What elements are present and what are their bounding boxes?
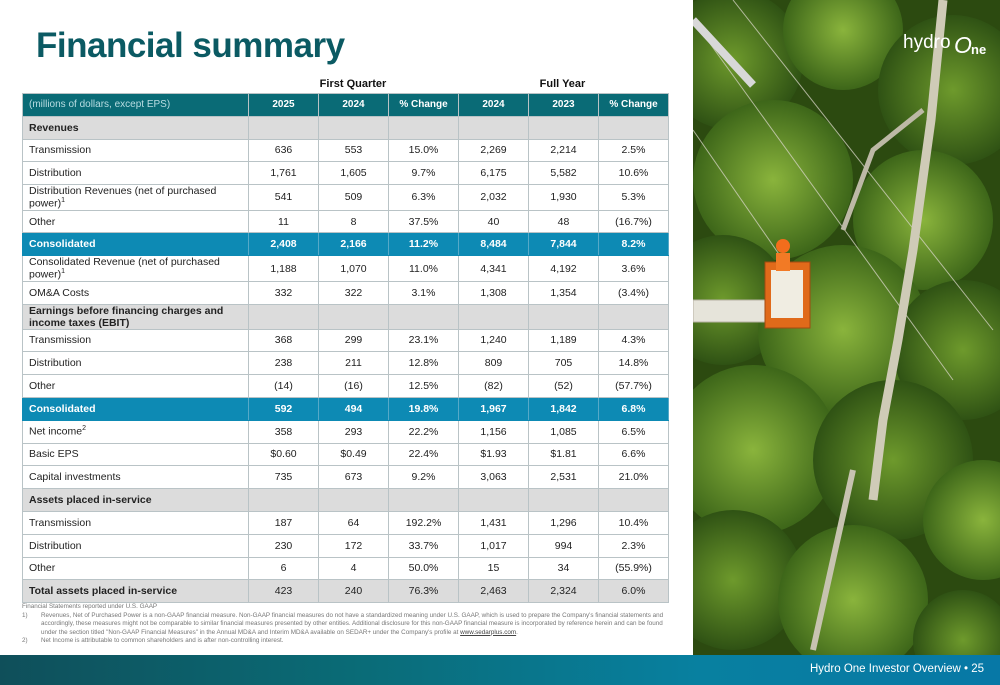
table-cell: [249, 304, 319, 329]
table-cell: 2,324: [529, 580, 599, 603]
row-label: Revenues: [23, 116, 249, 139]
table-cell: [529, 116, 599, 139]
table-cell: 6: [249, 557, 319, 580]
table-cell: 1,431: [459, 511, 529, 534]
table-cell: 48: [529, 210, 599, 233]
table-cell: 15.0%: [389, 139, 459, 162]
table-cell: 23.1%: [389, 329, 459, 352]
row-label: Consolidated Revenue (net of purchased power)$^1$: [23, 256, 249, 282]
table-cell: (16.7%): [599, 210, 669, 233]
table-cell: 735: [249, 466, 319, 489]
footnote-1: [22, 612, 667, 638]
table-cell: 8.2%: [599, 233, 669, 256]
table-cell: 6.5%: [599, 420, 669, 443]
table-cell: 332: [249, 281, 319, 304]
bucket-truck-boom: [693, 300, 773, 322]
table-cell: (14): [249, 375, 319, 398]
table-cell: [389, 304, 459, 329]
footnote-heading: Financial Statements reported under U.S. GAAP: [22, 603, 158, 610]
table-section-row: [23, 116, 669, 139]
table-cell: 2,463: [459, 580, 529, 603]
table-cell: 541: [249, 185, 319, 211]
table-consolidated-row: [23, 397, 669, 420]
table-cell: 358: [249, 420, 319, 443]
table-cell: 2,032: [459, 185, 529, 211]
table-cell: 11.0%: [389, 256, 459, 282]
table-cell: 40: [459, 210, 529, 233]
table-cell: (55.9%): [599, 557, 669, 580]
table-cell: 423: [249, 580, 319, 603]
table-cell: 2.3%: [599, 534, 669, 557]
table-section-row: [23, 304, 669, 329]
table-cell: $1.93: [459, 443, 529, 466]
table-cell: [459, 489, 529, 512]
footnote-number: 2): [22, 637, 28, 644]
table-cell: 6.3%: [389, 185, 459, 211]
row-label: Consolidated: [23, 397, 249, 420]
row-label: Distribution: [23, 162, 249, 185]
table-cell: 6,175: [459, 162, 529, 185]
table-cell: 230: [249, 534, 319, 557]
table-cell: [599, 304, 669, 329]
footnote-text: Net Income is attributable to common shareholders and is after non-controlling interest.: [41, 637, 284, 644]
table-cell: (57.7%): [599, 375, 669, 398]
table-row: [23, 466, 669, 489]
table-cell: 187: [249, 511, 319, 534]
row-label: Other: [23, 210, 249, 233]
financial-summary-table: [22, 93, 669, 603]
table-cell: 1,308: [459, 281, 529, 304]
table-cell: 15: [459, 557, 529, 580]
table-cell: 1,296: [529, 511, 599, 534]
table-cell: 192.2%: [389, 511, 459, 534]
table-cell: 6.6%: [599, 443, 669, 466]
table-cell: 299: [319, 329, 389, 352]
table-cell: [249, 489, 319, 512]
table-cell: 4.3%: [599, 329, 669, 352]
svg-text:ne: ne: [971, 42, 987, 57]
table-cell: 509: [319, 185, 389, 211]
table-cell: 1,930: [529, 185, 599, 211]
table-row: [23, 534, 669, 557]
table-cell: 293: [319, 420, 389, 443]
footnote-marker: 1: [61, 197, 66, 205]
table-cell: 4,192: [529, 256, 599, 282]
table-cell: [599, 116, 669, 139]
table-cell: [319, 116, 389, 139]
table-cell: 4: [319, 557, 389, 580]
table-row: [23, 557, 669, 580]
table-row: [23, 443, 669, 466]
footnote-marker: 2: [82, 425, 87, 433]
group-header-full-year: Full Year: [539, 78, 586, 90]
table-cell: 9.2%: [389, 466, 459, 489]
table-cell: [459, 304, 529, 329]
column-header: % Change: [599, 94, 669, 117]
table-cell: 673: [319, 466, 389, 489]
table-cell: 5.3%: [599, 185, 669, 211]
row-label: Net income$^2$: [23, 420, 249, 443]
table-cell: [529, 304, 599, 329]
table-cell: $0.49: [319, 443, 389, 466]
row-label: OM&A Costs: [23, 281, 249, 304]
table-row: [23, 162, 669, 185]
table-row: [23, 420, 669, 443]
table-cell: 4,341: [459, 256, 529, 282]
table-row: [23, 210, 669, 233]
table-cell: (16): [319, 375, 389, 398]
table-cell: 2,531: [529, 466, 599, 489]
table-cell: 2,269: [459, 139, 529, 162]
row-label: Other: [23, 557, 249, 580]
row-label: Distribution: [23, 352, 249, 375]
table-cell: 705: [529, 352, 599, 375]
table-cell: 1,605: [319, 162, 389, 185]
table-cell: 8: [319, 210, 389, 233]
table-cell: 10.6%: [599, 162, 669, 185]
table-cell: 3,063: [459, 466, 529, 489]
table-cell: 368: [249, 329, 319, 352]
table-cell: 21.0%: [599, 466, 669, 489]
row-label: Consolidated: [23, 233, 249, 256]
table-cell: 2.5%: [599, 139, 669, 162]
table-total-row: [23, 580, 669, 603]
row-label: Assets placed in-service: [23, 489, 249, 512]
table-cell: (82): [459, 375, 529, 398]
table-cell: 3.6%: [599, 256, 669, 282]
table-cell: 12.5%: [389, 375, 459, 398]
table-cell: [319, 489, 389, 512]
footnotes: [22, 603, 667, 646]
table-cell: 11.2%: [389, 233, 459, 256]
table-row: [23, 352, 669, 375]
table-cell: 1,188: [249, 256, 319, 282]
table-cell: 1,240: [459, 329, 529, 352]
table-cell: 592: [249, 397, 319, 420]
table-cell: 1,070: [319, 256, 389, 282]
column-header: 2024: [319, 94, 389, 117]
table-cell: 11: [249, 210, 319, 233]
table-cell: 238: [249, 352, 319, 375]
table-cell: 2,214: [529, 139, 599, 162]
table-cell: 5,582: [529, 162, 599, 185]
row-label: Total assets placed in-service: [23, 580, 249, 603]
row-label: Distribution Revenues (net of purchased power)$^1$: [23, 185, 249, 211]
table-cell: 14.8%: [599, 352, 669, 375]
table-cell: 553: [319, 139, 389, 162]
table-row: [23, 256, 669, 282]
table-cell: 22.2%: [389, 420, 459, 443]
table-cell: 76.3%: [389, 580, 459, 603]
footnote-number: 1): [22, 611, 28, 619]
footnote-marker: 1: [61, 268, 66, 276]
table-cell: $0.60: [249, 443, 319, 466]
table-cell: [599, 489, 669, 512]
table-cell: 37.5%: [389, 210, 459, 233]
table-body: [23, 116, 669, 602]
lineworker-hardhat: [776, 239, 790, 253]
table-cell: 211: [319, 352, 389, 375]
row-label: Transmission: [23, 139, 249, 162]
row-label: Capital investments: [23, 466, 249, 489]
table-row: [23, 511, 669, 534]
table-cell: 494: [319, 397, 389, 420]
table-cell: 1,017: [459, 534, 529, 557]
table-cell: 1,354: [529, 281, 599, 304]
table-cell: [529, 489, 599, 512]
table-cell: [319, 304, 389, 329]
table-cell: 1,967: [459, 397, 529, 420]
page-title: Financial summary: [36, 26, 345, 65]
row-label: Distribution: [23, 534, 249, 557]
table-cell: (3.4%): [599, 281, 669, 304]
row-label: Basic EPS: [23, 443, 249, 466]
table-row: [23, 139, 669, 162]
table-cell: 3.1%: [389, 281, 459, 304]
table-cell: [389, 116, 459, 139]
table-cell: 1,189: [529, 329, 599, 352]
table-cell: 172: [319, 534, 389, 557]
table-cell: 8,484: [459, 233, 529, 256]
table-cell: 33.7%: [389, 534, 459, 557]
table-cell: 2,408: [249, 233, 319, 256]
footnote-2: [22, 637, 667, 646]
table-row: [23, 375, 669, 398]
table-row: [23, 329, 669, 352]
table-cell: 10.4%: [599, 511, 669, 534]
column-header: 2025: [249, 94, 319, 117]
table-cell: 322: [319, 281, 389, 304]
table-section-row: [23, 489, 669, 512]
table-cell: 34: [529, 557, 599, 580]
footnote-text: Revenues, Net of Purchased Power is a non-GAAP financial measure. Non-GAAP financial measures do not have a standardized meaning under U.S. GAAP, which is used to prepare the Company's financial statements and accordingly, these measures might not be comparable to similar financial measures presented by other entities. Additional disclosure for this non-GAAP financial measure is incorporated by reference herein and can be found under the section titled "Non-GAAP Financial Measures" in the Annual MD&A and Interim MD&A available on SEDAR+ under the Company's profile at www.sedarplus.com.: [41, 611, 664, 636]
row-label: Transmission: [23, 329, 249, 352]
column-header: % Change: [389, 94, 459, 117]
table-cell: 1,085: [529, 420, 599, 443]
table-cell: 6.8%: [599, 397, 669, 420]
table-cell: 240: [319, 580, 389, 603]
table-cell: 7,844: [529, 233, 599, 256]
table-cell: 19.8%: [389, 397, 459, 420]
group-header-first-quarter: First Quarter: [319, 78, 387, 90]
row-label: Transmission: [23, 511, 249, 534]
table-cell: [249, 116, 319, 139]
forest-aerial-image: [693, 0, 1000, 655]
table-cell: 994: [529, 534, 599, 557]
table-header-row: [23, 94, 669, 117]
table-cell: [389, 489, 459, 512]
table-row: [23, 185, 669, 211]
row-label: Other: [23, 375, 249, 398]
row-label: Earnings before financing charges and income taxes (EBIT): [23, 304, 249, 329]
table-cell: 50.0%: [389, 557, 459, 580]
table-cell: 636: [249, 139, 319, 162]
table-cell: 2,166: [319, 233, 389, 256]
svg-text:hydro: hydro: [903, 32, 951, 53]
svg-text:O: O: [954, 32, 972, 58]
table-row: [23, 281, 669, 304]
table-cell: 12.8%: [389, 352, 459, 375]
table-cell: 1,761: [249, 162, 319, 185]
table-cell: 64: [319, 511, 389, 534]
table-cell: 9.7%: [389, 162, 459, 185]
column-header: 2023: [529, 94, 599, 117]
table-cell: 6.0%: [599, 580, 669, 603]
column-header: 2024: [459, 94, 529, 117]
footer-slide-label: Hydro One Investor Overview • 25: [809, 663, 984, 675]
table-cell: 1,842: [529, 397, 599, 420]
table-cell: [459, 116, 529, 139]
table-cell: (52): [529, 375, 599, 398]
column-header: (millions of dollars, except EPS): [23, 94, 249, 117]
table-cell: 1,156: [459, 420, 529, 443]
sedar-link[interactable]: www.sedarplus.com: [460, 628, 517, 636]
column-group-headers: [22, 78, 667, 92]
footer-bar: [0, 655, 1000, 685]
table-cell: 22.4%: [389, 443, 459, 466]
lineworker-forest-photo: [693, 0, 1000, 655]
table-cell: $1.81: [529, 443, 599, 466]
table-cell: 809: [459, 352, 529, 375]
table-consolidated-row: [23, 233, 669, 256]
